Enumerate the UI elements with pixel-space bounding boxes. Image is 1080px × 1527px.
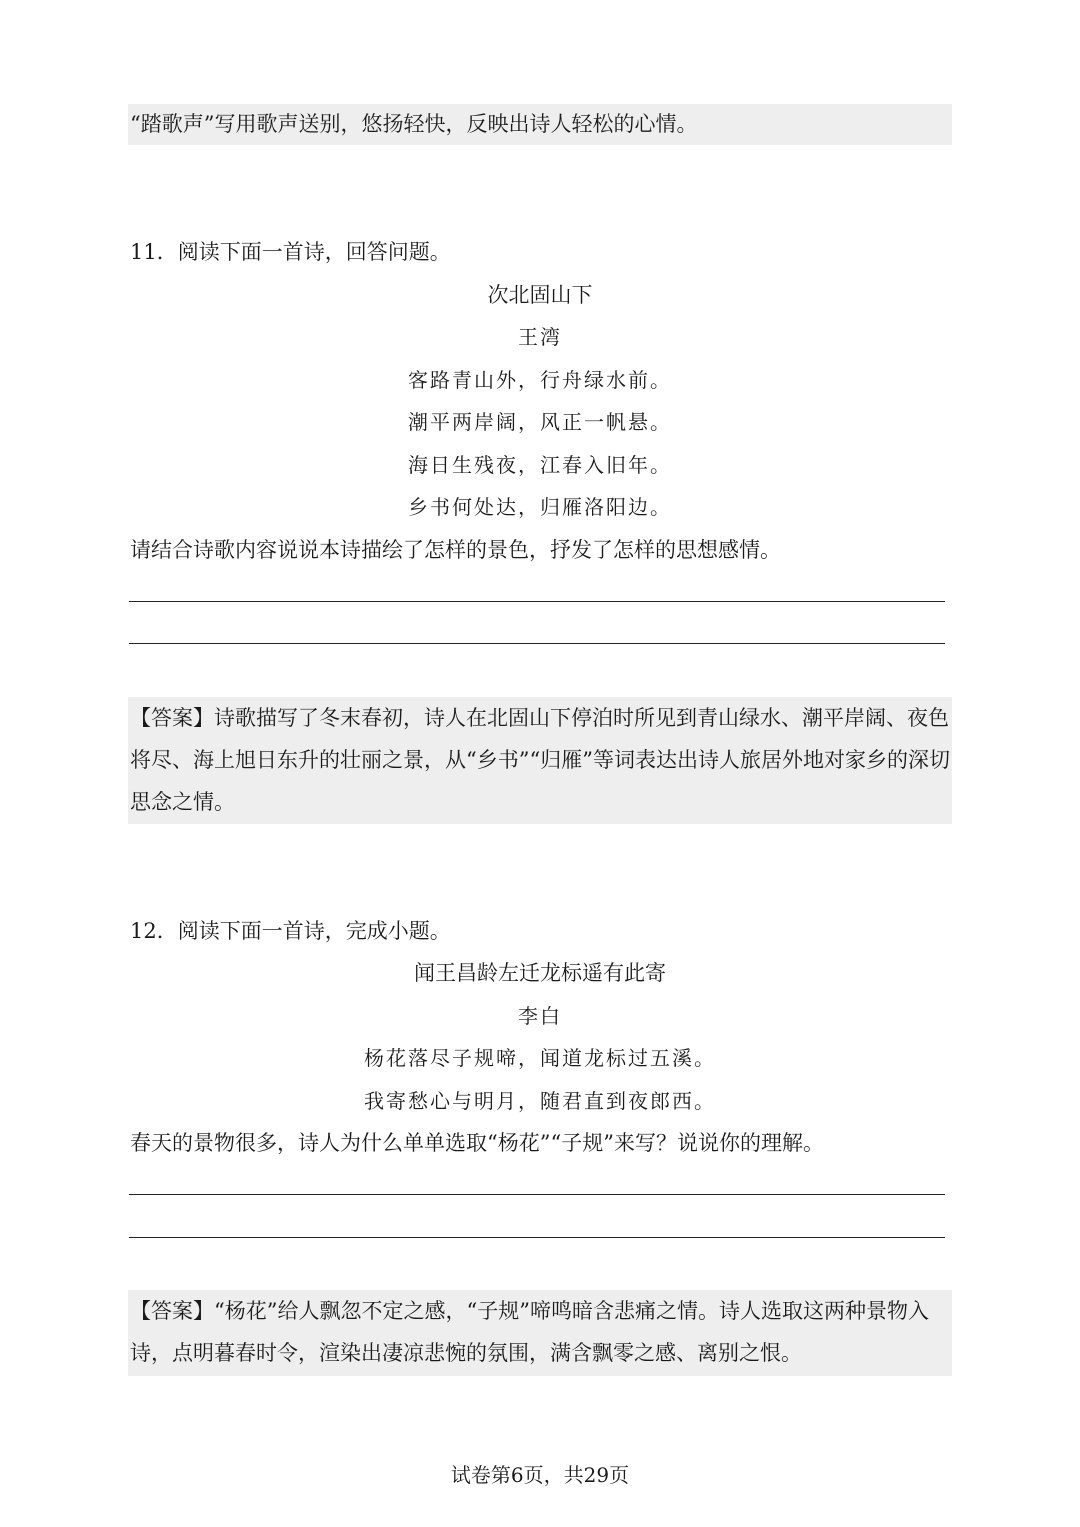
q12-answer-line-1 (129, 1194, 945, 1195)
q11-answer-block (128, 697, 952, 824)
q11-answer-tag: 【答案】 (130, 706, 214, 730)
q11-poem-line-1: 客路青山外，行舟绿水前。 (408, 368, 672, 392)
q12-author: 李白 (518, 1004, 562, 1028)
q12-prompt: 12．阅读下面一首诗，完成小题。 (130, 919, 451, 943)
q11-poem-line-3: 海日生残夜，江春入旧年。 (408, 453, 672, 477)
q12-poem-line-1: 杨花落尽子规啼，闻道龙标过五溪。 (364, 1046, 716, 1070)
q12-poem-line-2: 我寄愁心与明月，随君直到夜郎西。 (364, 1089, 716, 1113)
q12-answer-block (128, 1290, 952, 1376)
q12-answer-line-2 (129, 1237, 945, 1238)
q12-question: 春天的景物很多，诗人为什么单单选取“杨花”“子规”来写？说说你的理解。 (130, 1131, 824, 1155)
q12-poem-title: 闻王昌龄左迁龙标遥有此寄 (414, 961, 666, 985)
page-footer: 试卷第6页，共29页 (450, 1463, 630, 1487)
q11-answer-line-2 (129, 643, 945, 644)
q12-answer-text: “杨花”给人飘忽不定之感，“子规”啼鸣暗含悲痛之情。诗人选取这两种景物入诗，点明暮春时令，渲染出凄凉悲惋的氛围，满含飘零之感、离别之恨。 (130, 1299, 929, 1365)
top-answer-text: “踏歌声”写用歌声送别，悠扬轻快，反映出诗人轻松的心情。 (130, 112, 698, 136)
q12-answer-tag: 【答案】 (130, 1299, 214, 1323)
q11-prompt: 11．阅读下面一首诗，回答问题。 (130, 240, 451, 264)
q11-answer-text: 诗歌描写了冬末春初，诗人在北固山下停泊时所见到青山绿水、潮平岸阔、夜色将尽、海上旭日东升的壮丽之景，从“乡书”“归雁”等词表达出诗人旅居外地对家乡的深切思念之情。 (130, 706, 950, 814)
q11-poem-title: 次北固山下 (487, 283, 593, 307)
q11-poem-line-4: 乡书何处达，归雁洛阳边。 (408, 495, 672, 519)
q11-answer-line-1 (129, 601, 945, 602)
q11-question: 请结合诗歌内容说说本诗描绘了怎样的景色，抒发了怎样的思想感情。 (130, 538, 781, 562)
q11-poem-line-2: 潮平两岸阔，风正一帆悬。 (408, 410, 672, 434)
q11-author: 王湾 (518, 325, 562, 349)
top-answer-block (128, 104, 952, 145)
